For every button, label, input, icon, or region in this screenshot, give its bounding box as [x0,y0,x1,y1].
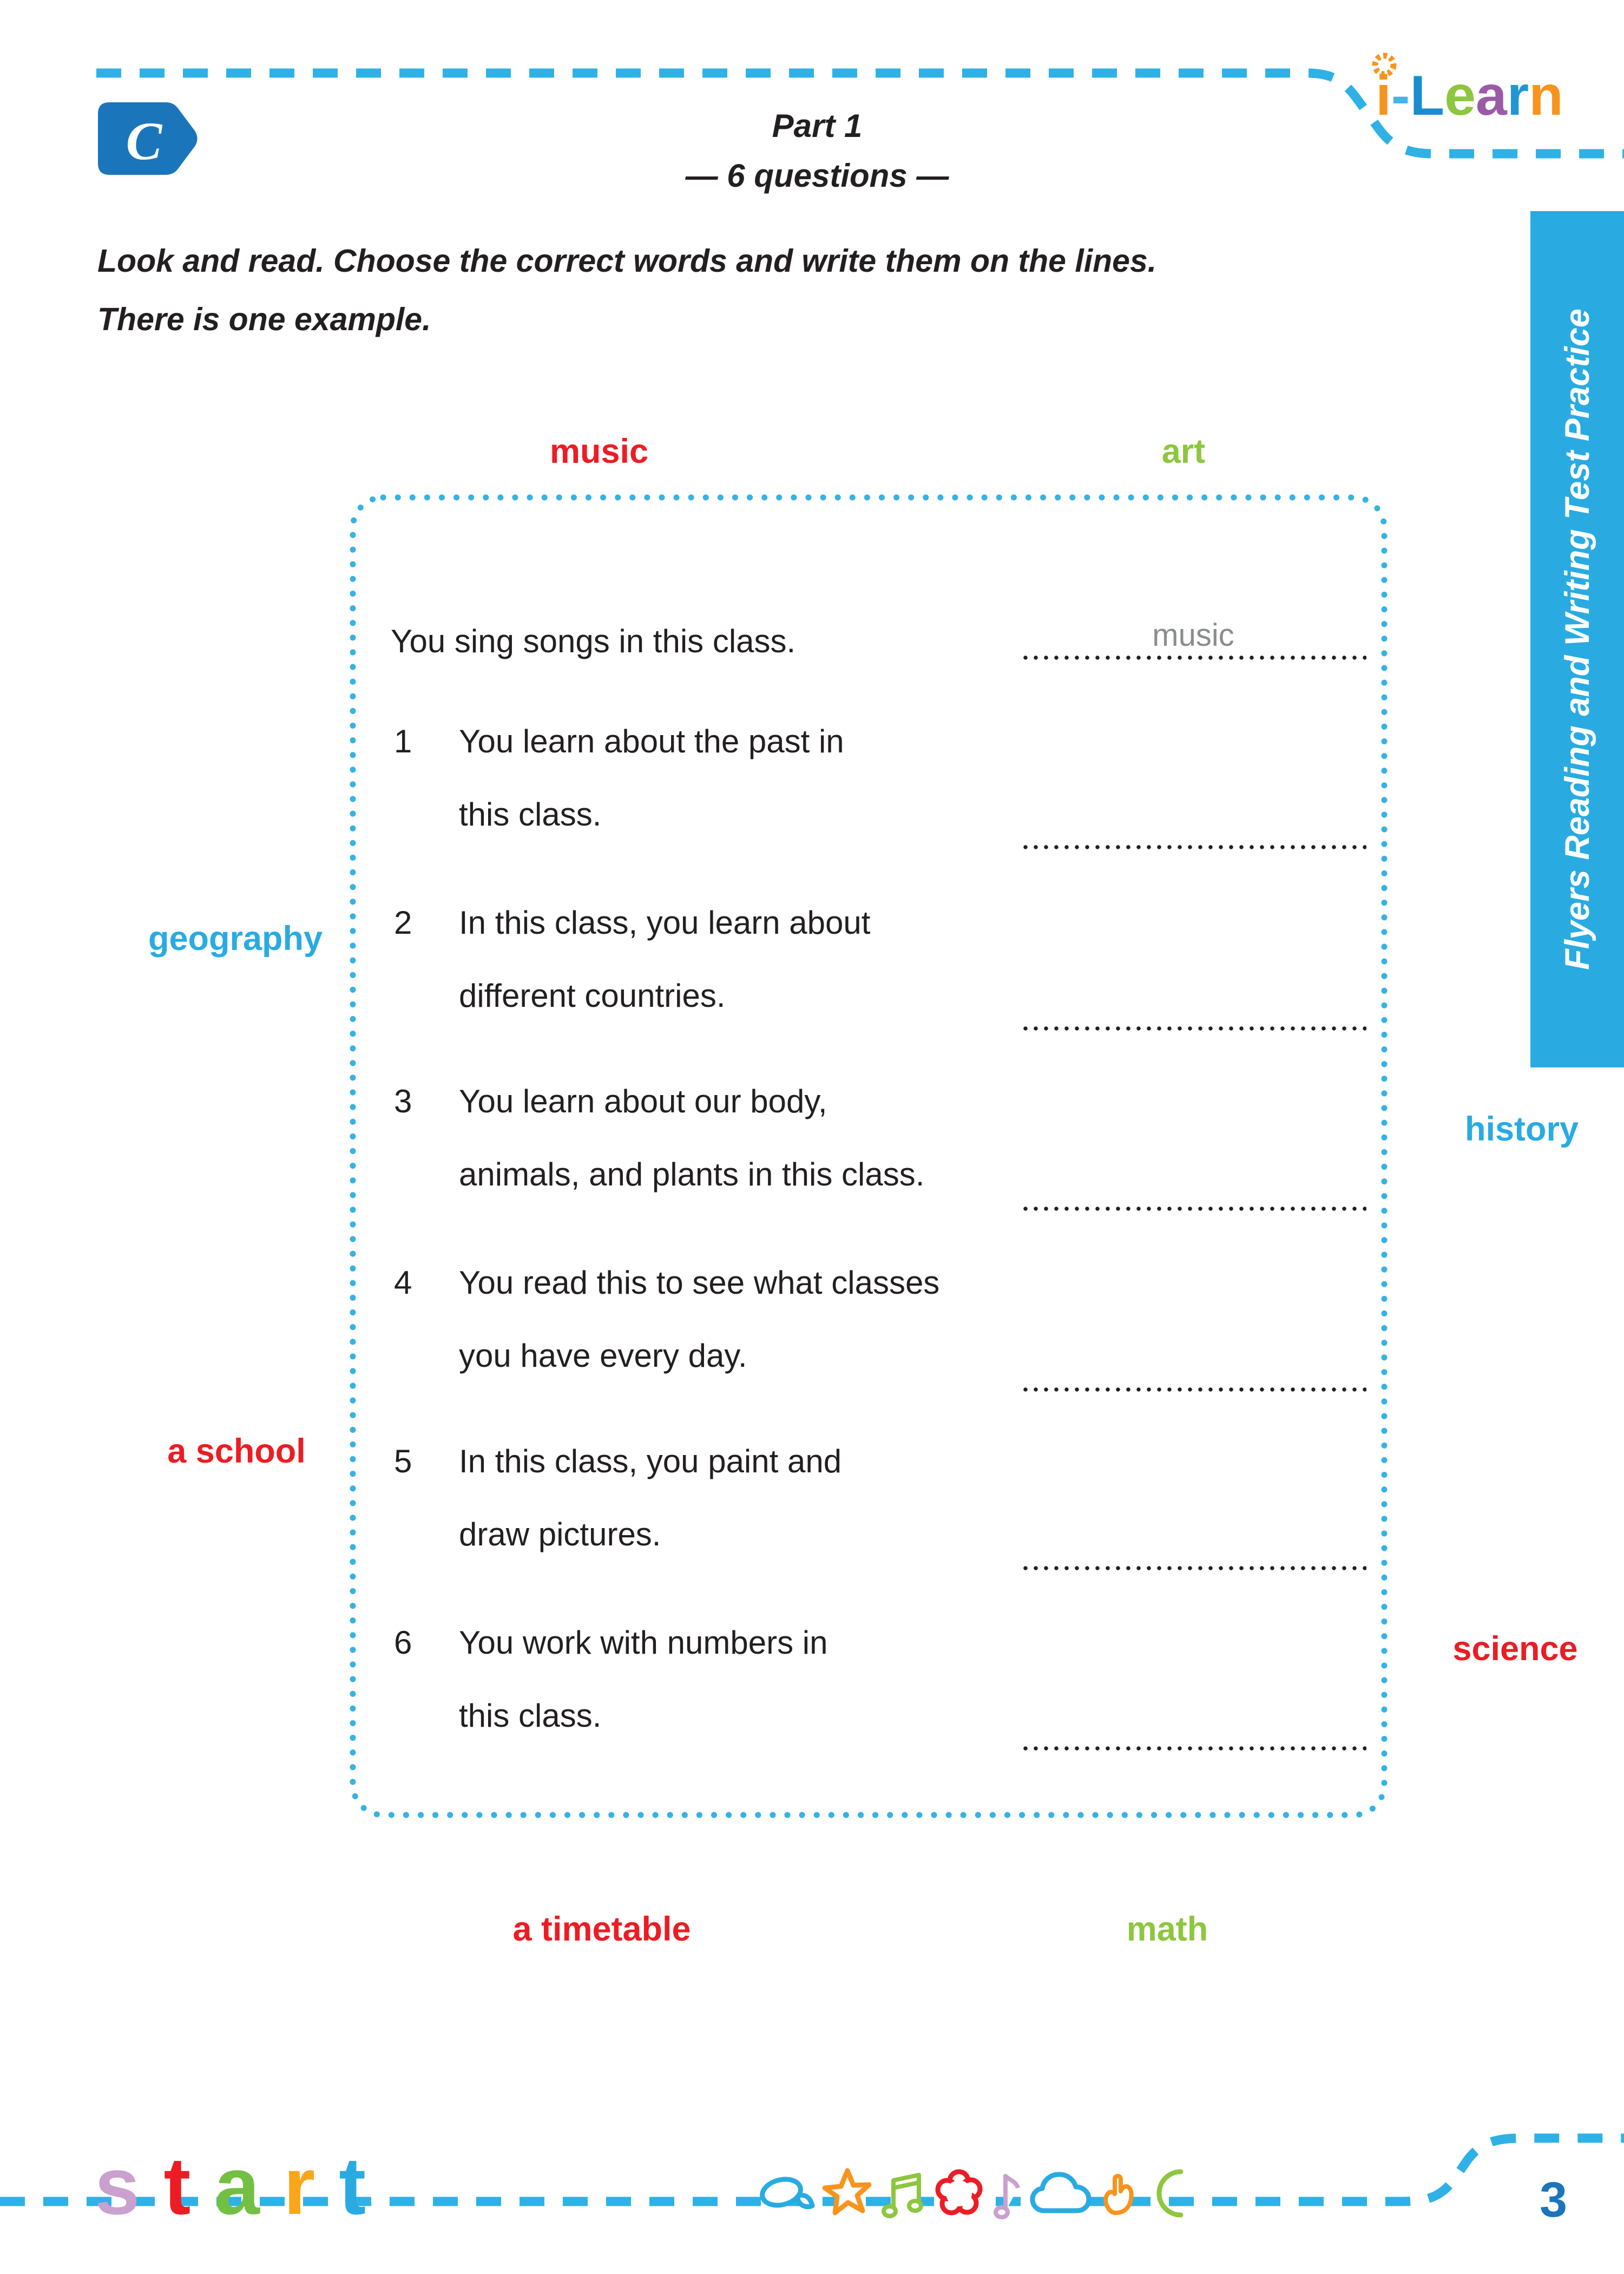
start-letter: s [95,2140,164,2231]
question-text-line2: animals, and plants in this class. [459,1156,925,1192]
start-word [95,2139,390,2233]
question-text-line2: you have every day. [459,1338,747,1374]
brand-letter: r [1507,64,1529,127]
brand-letter: i [1376,64,1391,127]
crescent-moon-icon [1146,2166,1200,2220]
question-number: 3 [394,1083,412,1119]
example-answer-line[interactable] [1023,655,1366,660]
tab-letter: C [126,111,162,171]
answer-line-3[interactable] [1023,1206,1366,1211]
question-number: 4 [394,1264,412,1301]
brand-logo [1376,64,1563,128]
question-number: 5 [394,1443,412,1479]
sun-icon [1367,48,1402,82]
question-text-line1: In this class, you paint and [459,1443,842,1479]
question-text-line2: this class. [459,796,602,833]
question-text-line2: different countries. [459,978,726,1014]
music-note-icon [988,2166,1026,2220]
word-history: history [1464,1110,1579,1148]
instructions-line1: Look and read. Choose the correct words and write them on the lines. [97,243,1157,279]
question-text-line1: You learn about the past in [459,723,844,759]
word-music: music [549,432,649,470]
start-letter: t [339,2140,390,2231]
part-title: Part 1 [772,108,863,144]
flower-icon [932,2166,986,2220]
word-a-timetable: a timetable [512,1910,691,1948]
answer-line-2[interactable] [1023,1026,1366,1031]
footer-icons [758,2166,1200,2220]
answer-line-6[interactable] [1023,1746,1366,1751]
question-text-line2: this class. [459,1698,602,1734]
word-science: science [1452,1630,1578,1668]
brand-letter: - [1391,64,1410,127]
question-number: 2 [394,905,412,941]
question-text-line1: In this class, you learn about [459,905,871,941]
question-text-line2: draw pictures. [459,1516,661,1552]
question-number: 1 [394,723,412,759]
start-letter: t [163,2140,215,2231]
star-icon [819,2166,873,2220]
instructions-line2: There is one example. [97,302,431,337]
cloud-icon [1028,2166,1093,2220]
hand-icon [1095,2166,1144,2220]
question-number: 6 [394,1624,412,1661]
section-tab [96,101,199,176]
word-geography: geography [148,920,323,958]
question-text-line1: You learn about our body, [459,1083,827,1119]
answer-line-4[interactable] [1023,1387,1366,1392]
question-count: — 6 questions — [685,158,949,194]
brand-letter: L [1410,64,1445,127]
question-text-line1: You work with numbers in [459,1624,828,1661]
example-text: You sing songs in this class. [391,623,796,659]
word-a-school: a school [167,1432,306,1470]
brand-letter: n [1529,64,1563,127]
music-notes-icon [876,2166,930,2220]
question-text-line1: You read this to see what classes [459,1264,940,1301]
start-letter: a [214,2140,284,2231]
page-number: 3 [1540,2172,1568,2227]
example-answer: music [1152,618,1234,653]
word-math: math [1126,1910,1208,1948]
side-banner [1530,211,1624,1067]
answer-line-5[interactable] [1023,1565,1366,1571]
side-banner-text: Flyers Reading and Writing Test Practice [1558,309,1596,970]
word-art: art [1161,432,1206,470]
fish-icon [758,2166,817,2220]
answer-line-1[interactable] [1023,844,1366,850]
brand-letter: a [1475,64,1507,127]
start-letter: r [283,2140,339,2231]
brand-letter: e [1444,64,1476,127]
